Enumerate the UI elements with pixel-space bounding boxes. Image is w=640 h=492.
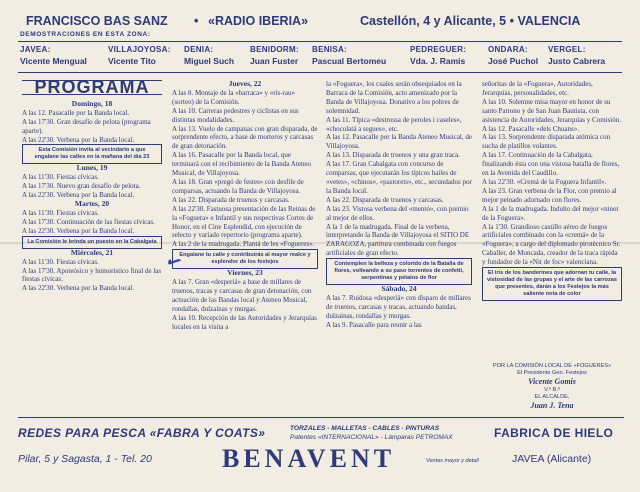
president-signature: Vicente Gomis (528, 377, 576, 386)
program-event: A las 22'30. Verbena por la Banda local. (22, 135, 135, 144)
program-event: A las 11'30. Fiestas cívicas. (22, 208, 99, 217)
signature-block (482, 363, 622, 411)
agent-javea: JAVEA: Vicente Mengual (20, 45, 87, 66)
day-heading: Sábado, 24 (381, 284, 417, 294)
program-event: A las 10. Solemne misa mayor en honor de su santo Patrono y de San Juan Bautista, con asistencia de Autoridades, Jerarquías y Comisión. (482, 97, 621, 124)
program-event: A las 16. Pasacalle por la Banda local, que terminará con el recibimiento de la Banda Ateneo Musical, de Villajoyosa. (172, 151, 311, 178)
demonstrations-label: DEMOSTRACIONES EN ESTA ZONA: (20, 31, 151, 38)
day-heading: Miércoles, 21 (70, 247, 114, 257)
day-heading: Viernes, 23 (227, 268, 263, 278)
agent-ondara: ONDARA: José Puchol (488, 45, 539, 66)
ice-factory-title: FABRICA DE HIELO (494, 426, 614, 440)
footer-address: Pilar, 5 y Sagasta, 1 - Tel. 20 (18, 453, 152, 465)
shop-address: Castellón, 4 y Alicante, 5 • VALENCIA (360, 14, 581, 28)
program-event: A las 17'30. Nuevo gran desafío de pelota. (22, 182, 141, 191)
program-event: A la 1'30. Grandioso castillo aéreo de fuegos artificiales combinado con la «cremá» de la «Foguera», a cargo del diplomado pirotécnico Sr. Caballer, de Moncada, creador de la traca rápida y fundador de la «Nit de foc» valenciana. (482, 222, 621, 267)
program-event: A las 13. Vuelo de campanas con gran disparada, de sorprendente efecto, a base de morteros y carcasas de gran detonación. (172, 124, 318, 151)
day-heading: Domingo, 18 (71, 98, 113, 108)
program-event: A las 23. Gran verbena de la Flor, con premio al mejor peinado adornado con flores. (482, 186, 617, 204)
program-column-1 (22, 77, 162, 293)
agent-benisa: BENISA: Pascual Bertomeu (312, 45, 387, 66)
program-title: PROGRAMA (22, 80, 162, 95)
program-event: A las 22'30. «Cremá de la Foguera Infantil». (482, 177, 607, 186)
program-event: A las 10. Carreras pedestres y ciclistas en sus distintas modalidades. (172, 106, 299, 124)
program-event: A las 9. Pasacalle para reunir a las (326, 320, 422, 329)
day-heading: Jueves, 22 (228, 79, 262, 88)
agent-benidorm: BENIDORM: Juan Fuster (250, 45, 299, 66)
program-event: A las 22. Disparada de truenos y carcasas. (326, 195, 444, 204)
goods-line: TORZALES - MALLETAS - CABLES - PINTURAS (290, 425, 440, 432)
program-event: A las 13. Disparada de truenos y una gran traca. (326, 151, 460, 160)
agents-strip (18, 41, 622, 73)
program-event: A las 11'30. Fiestas cívicas. (22, 257, 99, 266)
footer-town: JAVEA (Alicante) (512, 453, 592, 465)
program-event: A las 2 de la madrugada. Plantá de les «Fogueres». (172, 240, 315, 249)
notice-box: El iris de los banderines que adornan tu calle, la vistosidad de las grupas y el arte de las carrozas que presentes, darán a los Festejos la más saliente nota de color (482, 267, 622, 301)
nets-ad-title: REDES PARA PESCA «FABRA Y COATS» (18, 426, 266, 440)
program-event: A las 10. Recepción de las Autoridades y Jerarquías locales en la visita a (172, 313, 317, 331)
agent-pedreguer: PEDREGUER: Vda. J. Ramis (410, 45, 467, 66)
program-event: A las 13. Sorprendente disparada atómica con sucha de platillos volantes. (482, 133, 611, 151)
wholesale-note: Ventas mayor y detall (426, 458, 479, 464)
company-name: FRANCISCO BAS SANZ (26, 14, 168, 28)
signature-committee: POR LA COMISIÓN LOCAL DE «FOGUERES» (492, 363, 612, 369)
day-heading: Martes, 20 (74, 199, 110, 209)
program-event: A las 17'30. Gran desafío de pelota (programa aparte). (22, 117, 151, 135)
program-event: A las 18. Gran «pregó de festes» con desfile de comparsas, actuando la Banda de Villajoyosa. (172, 177, 304, 195)
agent-vergel: VERGEL: Justo Cabrera (548, 45, 606, 66)
program-event: A las 17. Continuación de la Cabalgata, finalizando ésta con una vistosa batalla de flores, en la Avenida del Caudillo. (482, 151, 620, 178)
program-event: A las 7. Gran «desperiá» a base de millares de truenos, tracas y carcasas de gran detonación, con actuación de las Bandas local y Ateneo Musical, rondallas, dulzainas y murgas. (172, 278, 312, 313)
pen-check-mark: ✓ (161, 249, 186, 275)
patents-line: Patentes «INTERNACIONAL» - Lámparas PETROMAX (290, 434, 453, 441)
program-column-3 (326, 80, 472, 330)
program-event: A las 8. Montaje de la «barraca» y «ris-rau» (sorteo) de la Comisión. (172, 88, 296, 106)
header-bar (20, 8, 620, 32)
mayor-signature: Juan J. Tena (530, 401, 574, 410)
benavent-brand: BENAVENT (222, 444, 396, 473)
program-event: A la 1 de la madrugada. Final de la verbena, interpretando la Banda de Villajoyosa el SITIO DE ZARAGOZA, partitura combinada con fuegos artificiales de gran efecto. (326, 222, 470, 258)
mayor-title: EL ALCALDE, (534, 394, 570, 400)
header-separator: • (194, 14, 199, 28)
approval-mark: V.º B.º (544, 387, 560, 393)
program-event: A las 22'30. Verbena por la Banda local. (22, 226, 135, 235)
program-event: la «Foguera», los cuales serán obsequiados en la Barraca de la Comisión, acto amenizado por la Banda de Villajoyosa. Donativo a los pobres de solemnidad. (326, 80, 462, 115)
program-event: A la 1 de la madrugada. Indulto del mejor «ninot de la Foguera». (482, 204, 619, 222)
program-event: A las 17'30. Continuación de las fiestas cívicas. (22, 217, 155, 226)
agent-denia: DENIA: Miguel Such (184, 45, 235, 66)
advertisement-footer (18, 417, 624, 488)
agent-villajoyosa: VILLAJOYOSA: Vicente Tito (108, 45, 171, 66)
program-event: A las 17. Gran Cabalgata con concurso de comparsas, que ejecutarán los típicos bailes de «vetes», «chinos», «pastorets», etc., secundados por la Banda local. (326, 160, 472, 195)
program-event: A las 17'30. Apoteósico y humorístico final de las fiestas cívicas. (22, 266, 162, 284)
program-event: A las 23. Vistosa verbena del «mentó», con premio al mejor de ellos. (326, 204, 469, 222)
notice-box: Contemplen la belleza y colorido de la Batalla de flores, volteando a su paso torrentes de confetti, serpentinas y pétalos de flor (326, 258, 472, 285)
program-column-4 (482, 80, 622, 301)
program-event: A las 22'30. Fastuosa presentación de las Reinas de la «Foguera» e Infantil y sus respectivas Cortes de Honor, en el Cine Esplendid, con ejecución de selecto y variado repertorio (programa aparte). (172, 204, 316, 240)
notice-box: Esta Comisión invita al vecindario a que engalane las calles en la mañana del día 23 (22, 144, 162, 164)
program-event: A las 11. Típica «destrossa de peroles i caseles», «chocolatá a segues», etc. (326, 115, 462, 133)
program-event: A las 22'30. Verbena por la Banda local. (22, 284, 135, 293)
program-event: A las 22. Disparada de truenos y carcasas. (172, 195, 290, 204)
notice-box: Engalane tu calle y contribuirás al mayor realce y esplendor de los festejos (172, 249, 318, 269)
program-event: A las 12. Pasacalle por la Banda local. (22, 108, 130, 117)
program-event: A las 22'30. Verbena por la Banda local. (22, 191, 135, 200)
notice-box: La Comisión le brinda un puesto en la Cabalgata (22, 236, 162, 249)
radio-brand: «RADIO IBERIA» (208, 14, 309, 28)
day-heading: Lunes, 19 (76, 163, 108, 173)
program-event: A las 12. Pasacalle «dels Chuans». (482, 124, 580, 133)
program-event: A las 7. Ruidosa «desperiá» con disparo de millares de truenos, carcasas y tracas, actuando bandas, dulzainas, rondallas y murgas. (326, 294, 471, 320)
program-event: A las 12. Pasacalle por la Banda Ateneo Musical, de Villajoyosa. (326, 133, 472, 151)
program-event: A las 11'30. Fiestas cívicas. (22, 173, 99, 182)
program-event: señoritas de la «Foguera», Autoridades, Jerarquías, personalidades, etc. (482, 80, 593, 97)
signature-title: El Presidente Gen. Festejos (517, 370, 587, 376)
program-column-2 (172, 80, 318, 332)
